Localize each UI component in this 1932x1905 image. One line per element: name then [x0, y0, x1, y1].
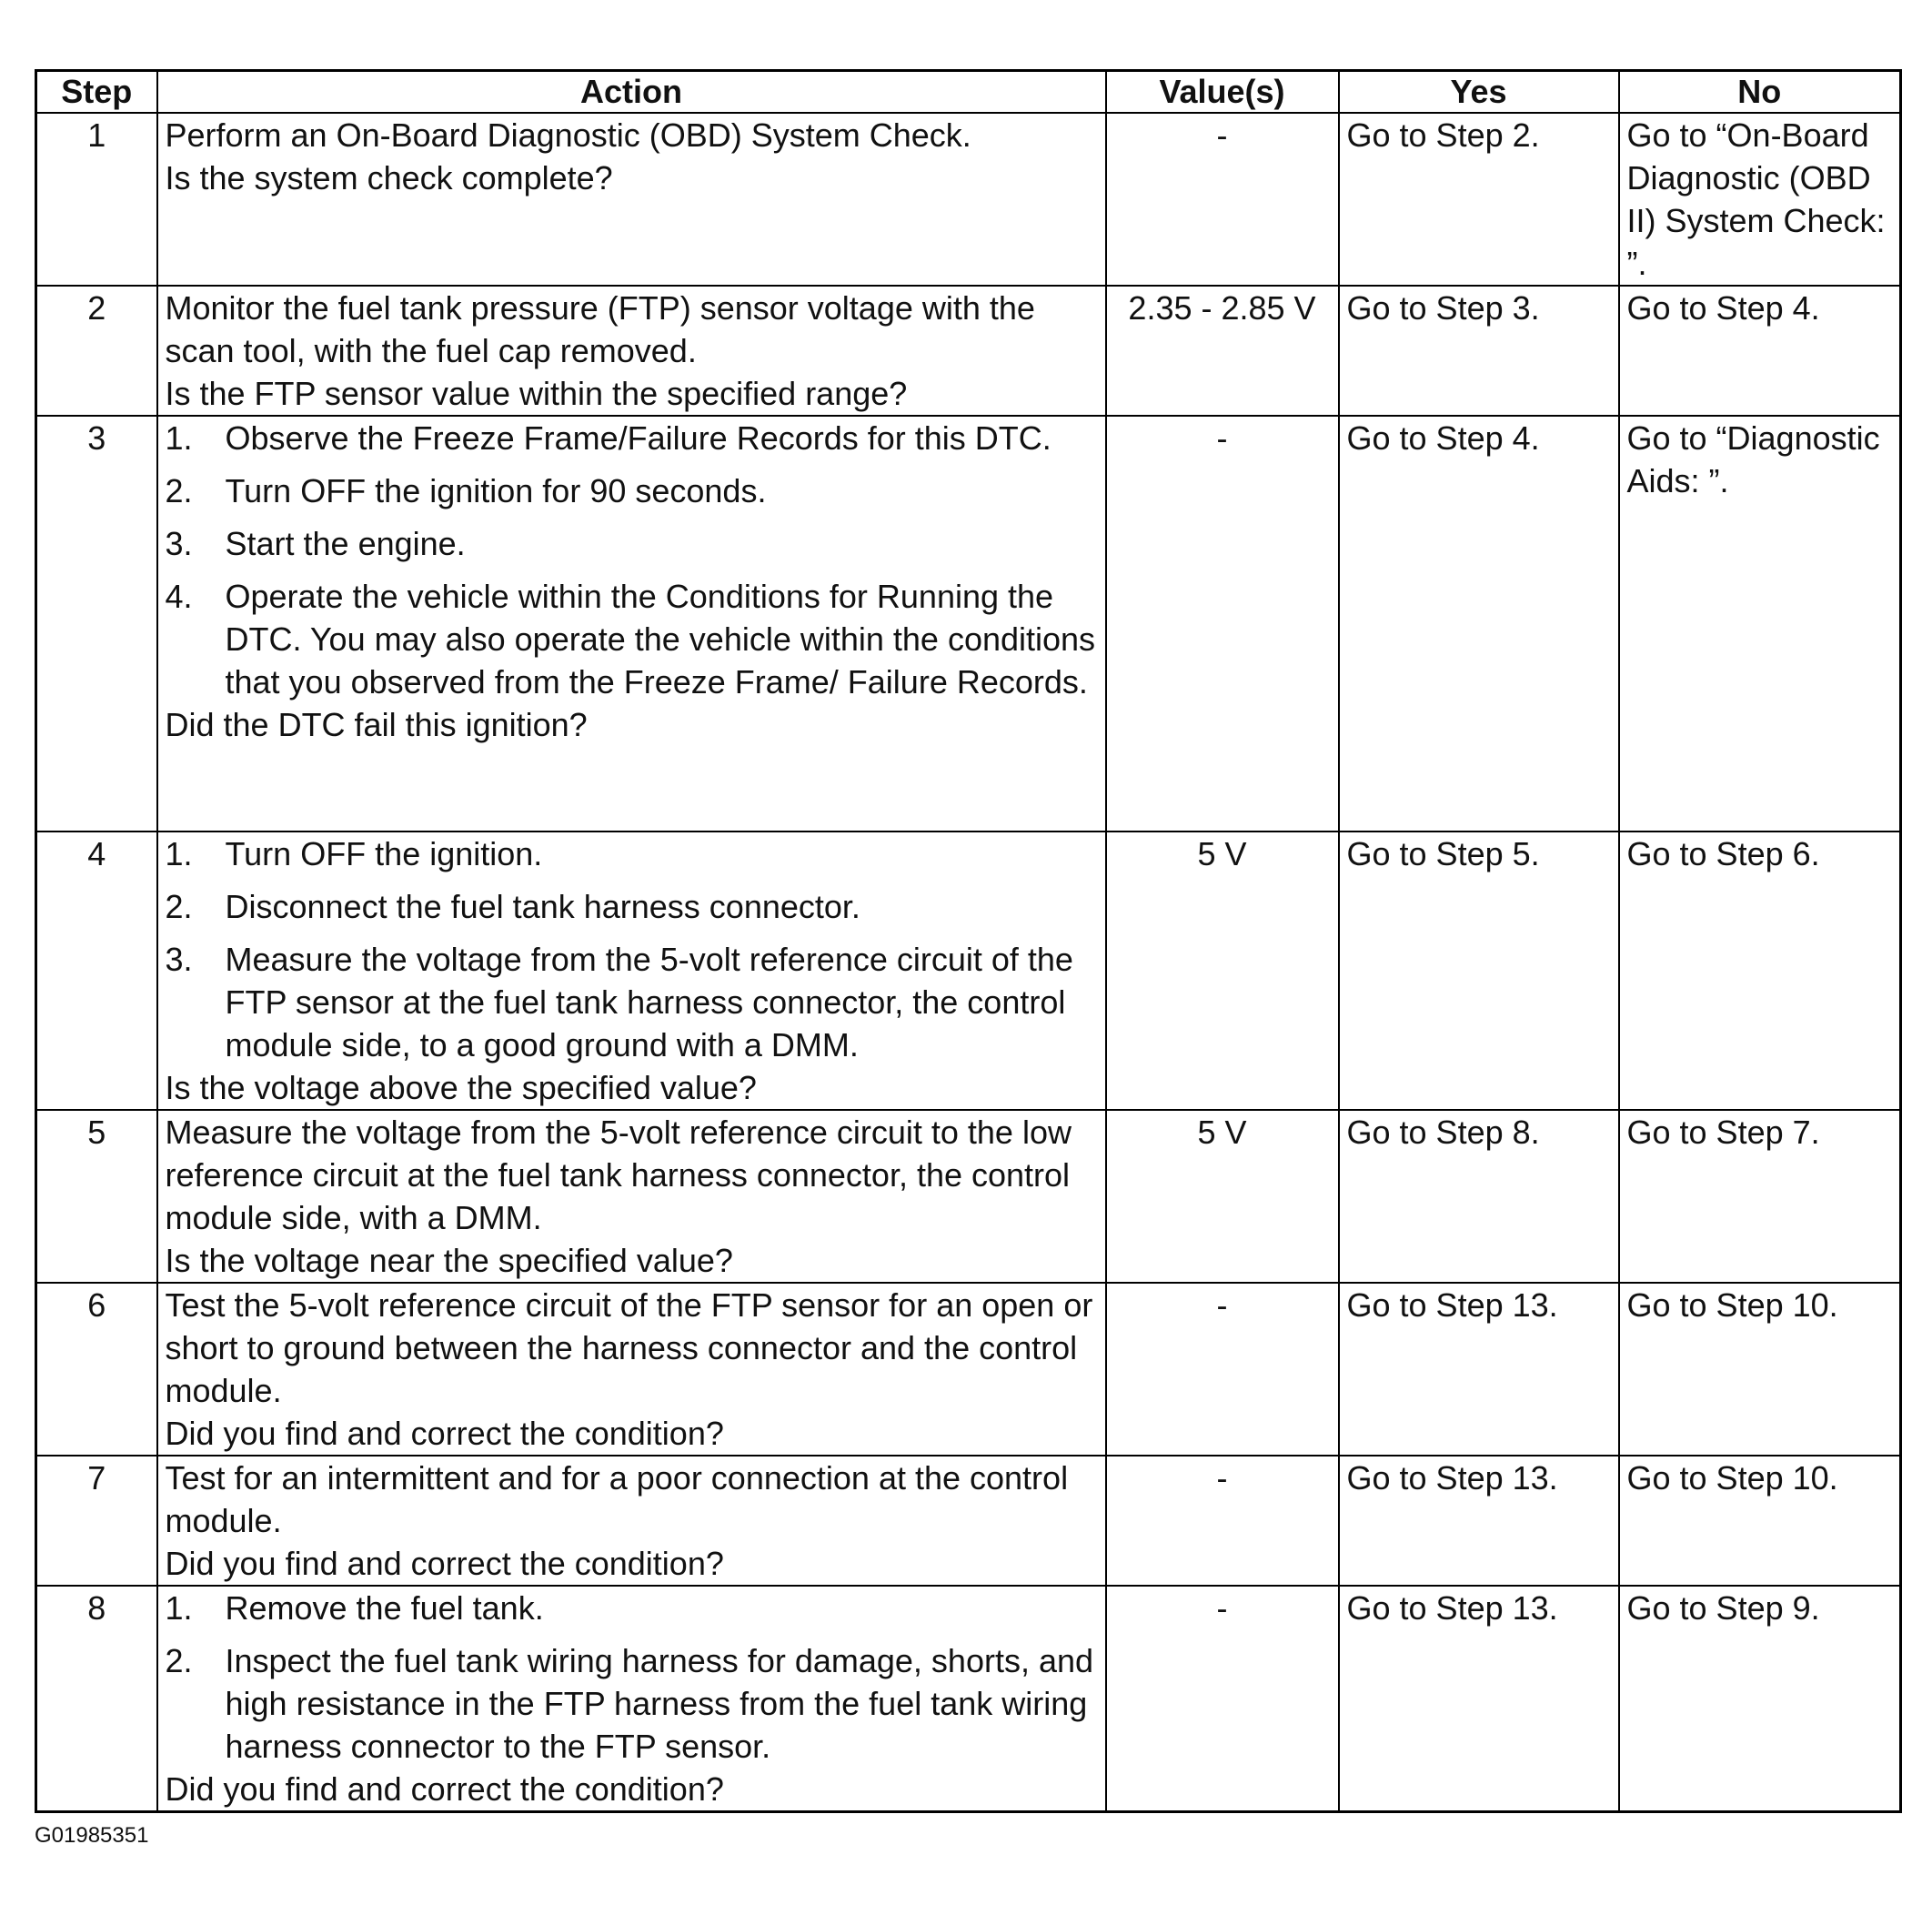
action-cell [157, 286, 1106, 416]
list-item [166, 938, 1098, 1066]
yes-cell: Go to Step 2. [1339, 113, 1619, 286]
action-question: Did you find and correct the condition? [165, 1770, 724, 1808]
list-item-text: Disconnect the fuel tank harness connector. [225, 888, 860, 925]
list-item-text: Operate the vehicle within the Conditions for Running the DTC. You may also operate the vehicle within the conditions that you observed from the Freeze Frame/ Failure Records. [225, 578, 1096, 701]
value-cell: - [1106, 1456, 1339, 1586]
table-row [36, 113, 1901, 286]
yes-cell: Go to Step 4. [1339, 416, 1619, 832]
no-cell: Go to Step 4. [1619, 286, 1901, 416]
value-cell: - [1106, 1586, 1339, 1812]
table-row [36, 1283, 1901, 1456]
table-row [36, 1110, 1901, 1283]
action-list [166, 832, 1098, 1066]
no-cell: Go to Step 6. [1619, 832, 1901, 1110]
list-item [166, 885, 1098, 928]
step-number: 2 [36, 286, 157, 416]
no-cell: Go to Step 7. [1619, 1110, 1901, 1283]
action-cell [157, 113, 1106, 286]
list-item [166, 417, 1098, 459]
table-row [36, 832, 1901, 1110]
no-cell: Go to “Diagnostic Aids: ”. [1619, 416, 1901, 832]
table-row [36, 416, 1901, 832]
value-cell: 2.35 - 2.85 V [1106, 286, 1339, 416]
list-item [166, 1587, 1098, 1629]
no-cell: Go to Step 10. [1619, 1283, 1901, 1456]
action-text: Test the 5-volt reference circuit of the FTP sensor for an open or short to ground between the harness connector and the control module. [165, 1286, 1093, 1409]
list-item-text: Turn OFF the ignition. [225, 835, 543, 872]
action-question: Did you find and correct the condition? [165, 1415, 724, 1452]
action-text: Measure the voltage from the 5-volt reference circuit to the low reference circuit at the fuel tank harness connector, the control module side, with a DMM. [165, 1114, 1072, 1236]
list-item-text: Measure the voltage from the 5-volt reference circuit of the FTP sensor at the fuel tank harness connector, the control module side, to a good ground with a DMM. [225, 941, 1073, 1063]
yes-cell: Go to Step 3. [1339, 286, 1619, 416]
action-list [166, 417, 1098, 703]
value-cell: 5 V [1106, 832, 1339, 1110]
list-item-text: Turn OFF the ignition for 90 seconds. [225, 472, 767, 509]
table-row [36, 1456, 1901, 1586]
list-item-number: 3. [165, 525, 193, 562]
list-item-text: Remove the fuel tank. [225, 1589, 544, 1627]
diagnostic-table [35, 69, 1902, 1813]
action-cell [157, 1283, 1106, 1456]
header-action: Action [157, 71, 1106, 114]
step-number: 8 [36, 1586, 157, 1812]
list-item-number: 4. [165, 578, 193, 615]
value-cell: - [1106, 113, 1339, 286]
action-question: Did the DTC fail this ignition? [165, 706, 588, 743]
action-text: Perform an On-Board Diagnostic (OBD) System Check. [165, 116, 971, 154]
list-item-text: Start the engine. [225, 525, 466, 562]
list-item [166, 522, 1098, 565]
step-number: 3 [36, 416, 157, 832]
action-question: Is the system check complete? [165, 159, 613, 197]
action-question: Is the voltage above the specified value? [165, 1069, 757, 1106]
action-text: Monitor the fuel tank pressure (FTP) sensor voltage with the scan tool, with the fuel cap removed. [165, 289, 1035, 369]
action-question: Is the FTP sensor value within the specified range? [165, 375, 908, 412]
list-item-number: 1. [165, 1589, 193, 1627]
yes-cell: Go to Step 8. [1339, 1110, 1619, 1283]
action-cell [157, 832, 1106, 1110]
step-number: 5 [36, 1110, 157, 1283]
yes-cell: Go to Step 13. [1339, 1586, 1619, 1812]
action-question: Is the voltage near the specified value? [165, 1242, 733, 1279]
no-cell: Go to “On-Board Diagnostic (OBD II) System Check: ”. [1619, 113, 1901, 286]
yes-cell: Go to Step 5. [1339, 832, 1619, 1110]
table-row [36, 286, 1901, 416]
value-cell: 5 V [1106, 1110, 1339, 1283]
list-item-number: 2. [165, 472, 193, 509]
step-number: 6 [36, 1283, 157, 1456]
action-cell [157, 1456, 1106, 1586]
table-row [36, 1586, 1901, 1812]
header-values: Value(s) [1106, 71, 1339, 114]
header-yes: Yes [1339, 71, 1619, 114]
action-cell [157, 416, 1106, 832]
list-item-number: 2. [165, 1642, 193, 1679]
action-cell [157, 1110, 1106, 1283]
no-cell: Go to Step 9. [1619, 1586, 1901, 1812]
header-step: Step [36, 71, 157, 114]
step-number: 7 [36, 1456, 157, 1586]
list-item-number: 2. [165, 888, 193, 925]
yes-cell: Go to Step 13. [1339, 1456, 1619, 1586]
header-no: No [1619, 71, 1901, 114]
list-item [166, 469, 1098, 512]
action-list [166, 1587, 1098, 1768]
list-item-number: 3. [165, 941, 193, 978]
action-question: Did you find and correct the condition? [165, 1545, 724, 1582]
list-item-text: Observe the Freeze Frame/Failure Records for this DTC. [225, 419, 1052, 457]
yes-cell: Go to Step 13. [1339, 1283, 1619, 1456]
list-item [166, 575, 1098, 703]
list-item-number: 1. [165, 835, 193, 872]
header-row [36, 71, 1901, 114]
value-cell: - [1106, 1283, 1339, 1456]
list-item-text: Inspect the fuel tank wiring harness for damage, shorts, and high resistance in the FTP harness from the fuel tank wiring harness connector to the FTP sensor. [225, 1642, 1094, 1765]
list-item [166, 832, 1098, 875]
action-text: Test for an intermittent and for a poor connection at the control module. [165, 1459, 1069, 1539]
no-cell: Go to Step 10. [1619, 1456, 1901, 1586]
step-number: 4 [36, 832, 157, 1110]
list-item [166, 1639, 1098, 1768]
value-cell: - [1106, 416, 1339, 832]
list-item-number: 1. [165, 419, 193, 457]
step-number: 1 [36, 113, 157, 286]
action-cell [157, 1586, 1106, 1812]
figure-code: G01985351 [35, 1823, 149, 1848]
